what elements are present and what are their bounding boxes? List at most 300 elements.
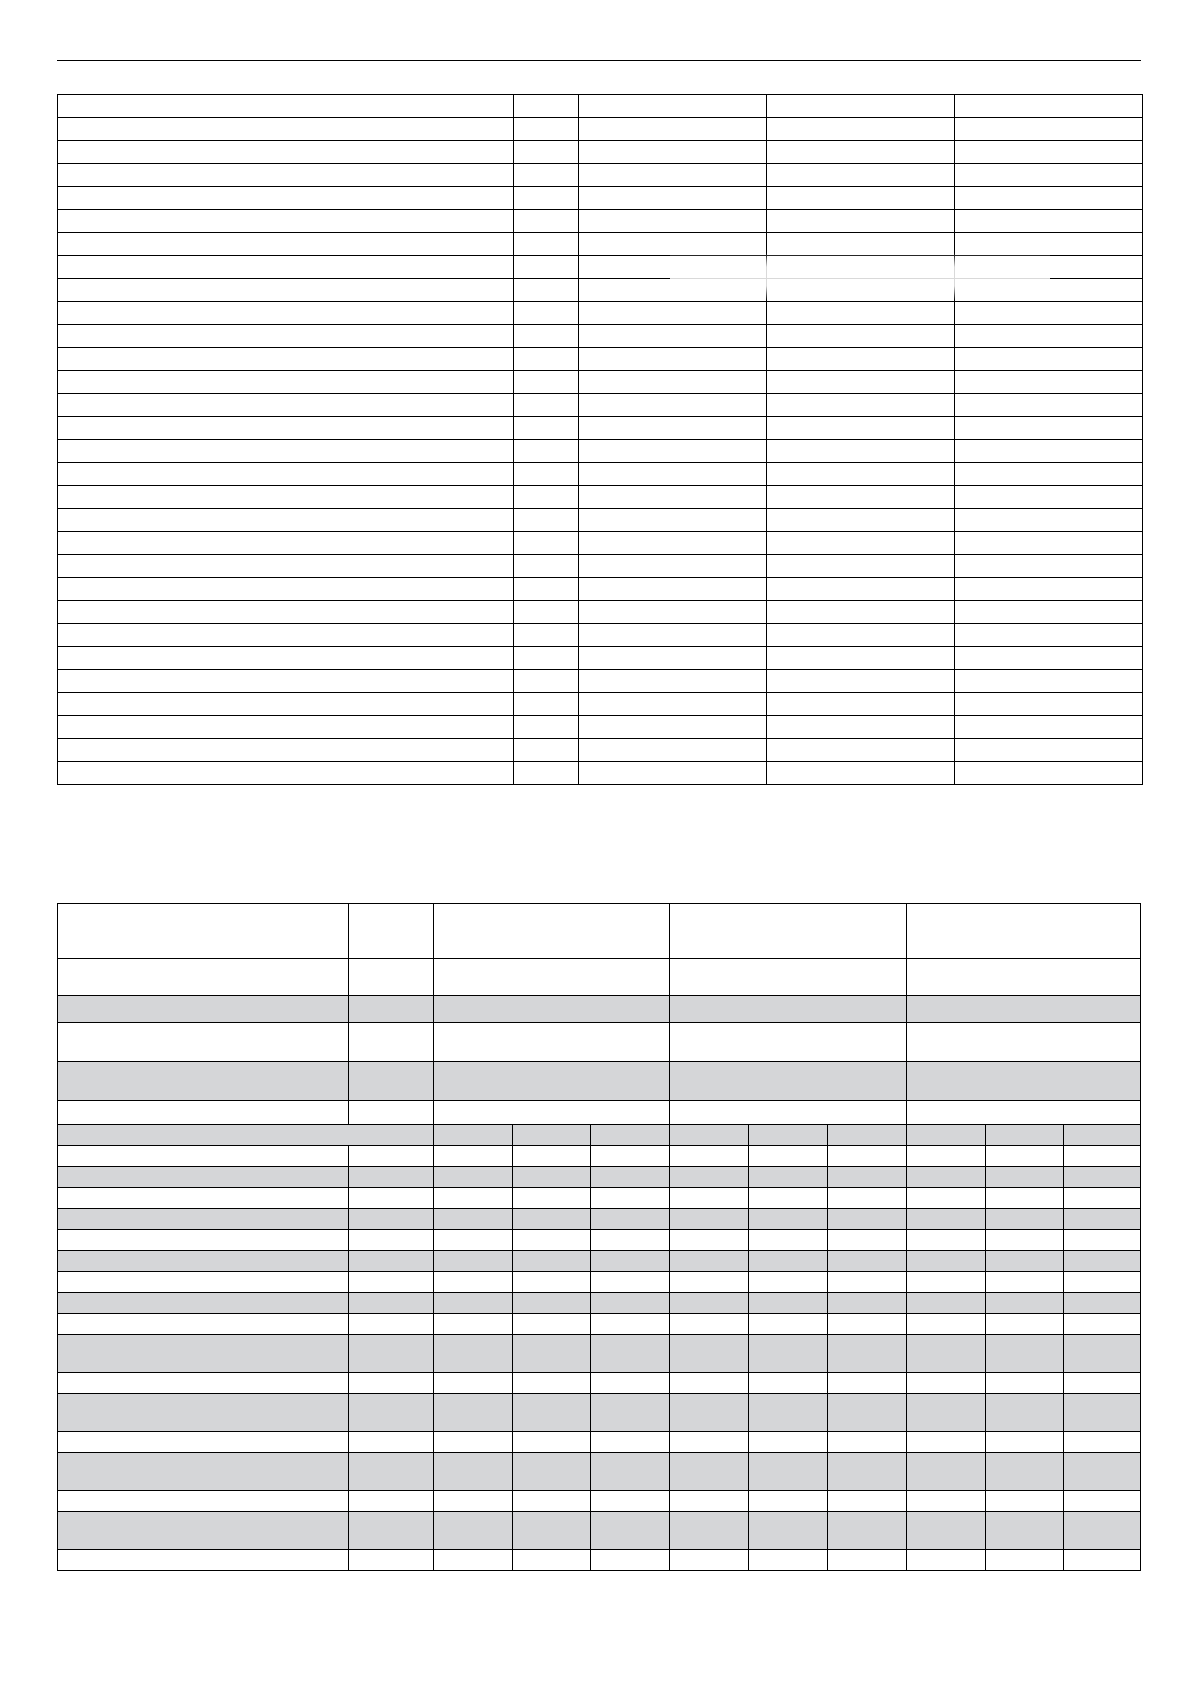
table-cell xyxy=(828,1209,907,1230)
table-cell xyxy=(907,1491,986,1512)
table-cell xyxy=(828,1230,907,1251)
table-cell xyxy=(591,1293,670,1314)
table-cell xyxy=(907,1101,1141,1125)
table-cell xyxy=(907,1272,986,1293)
table-cell xyxy=(955,440,1143,463)
table-cell xyxy=(513,1251,591,1272)
table-cell xyxy=(767,141,955,164)
table-cell xyxy=(955,325,1143,348)
table-cell xyxy=(591,1272,670,1293)
table-cell xyxy=(1064,1373,1141,1394)
table-cell xyxy=(1064,1453,1141,1491)
table-cell xyxy=(58,1101,349,1125)
table-cell xyxy=(955,555,1143,578)
table-cell xyxy=(434,1335,513,1373)
table-cell xyxy=(58,904,349,959)
table-cell xyxy=(670,1491,749,1512)
table-cell xyxy=(986,1230,1064,1251)
table-cell xyxy=(349,1550,434,1571)
table-cell xyxy=(955,164,1143,187)
table-cell xyxy=(1064,1272,1141,1293)
table-cell xyxy=(58,578,514,601)
table-row xyxy=(58,1101,1141,1125)
table-row xyxy=(58,302,1143,325)
table-cell xyxy=(670,1101,907,1125)
table-cell xyxy=(670,1167,749,1188)
table-cell xyxy=(514,670,579,693)
table-cell xyxy=(749,1209,828,1230)
table-cell xyxy=(58,210,514,233)
table-cell xyxy=(749,1251,828,1272)
table-cell xyxy=(955,578,1143,601)
table-cell xyxy=(591,1230,670,1251)
table-cell xyxy=(591,1209,670,1230)
table-cell xyxy=(58,348,514,371)
table-cell xyxy=(579,647,767,670)
table-row xyxy=(58,601,1143,624)
table-cell xyxy=(58,279,514,302)
table-cell xyxy=(579,164,767,187)
table-cell xyxy=(828,1335,907,1373)
table-cell xyxy=(434,1023,670,1062)
table-cell xyxy=(579,578,767,601)
table-cell xyxy=(514,440,579,463)
table-row xyxy=(58,1023,1141,1062)
table-cell xyxy=(767,555,955,578)
table-cell xyxy=(58,1453,349,1491)
table-cell xyxy=(514,647,579,670)
table-cell xyxy=(58,670,514,693)
table-cell xyxy=(749,1491,828,1512)
table-cell xyxy=(670,1293,749,1314)
table-cell xyxy=(579,348,767,371)
table-cell xyxy=(579,371,767,394)
table-cell xyxy=(986,1209,1064,1230)
table-cell xyxy=(1064,1209,1141,1230)
table-cell xyxy=(514,141,579,164)
table-cell xyxy=(1064,1230,1141,1251)
table-cell xyxy=(907,1550,986,1571)
table-cell xyxy=(514,716,579,739)
table-cell xyxy=(514,555,579,578)
table-cell xyxy=(955,233,1143,256)
table-cell xyxy=(1064,1167,1141,1188)
table-row xyxy=(58,1188,1141,1209)
table-cell xyxy=(514,210,579,233)
table-cell xyxy=(513,1293,591,1314)
table-cell xyxy=(955,371,1143,394)
table-cell xyxy=(434,1394,513,1432)
table-cell xyxy=(767,348,955,371)
table-cell xyxy=(1064,1251,1141,1272)
table-cell xyxy=(58,371,514,394)
table-cell xyxy=(58,739,514,762)
table-cell xyxy=(828,1512,907,1550)
table-cell xyxy=(58,1023,349,1062)
table-cell xyxy=(907,1373,986,1394)
table-cell xyxy=(58,1209,349,1230)
table-cell xyxy=(955,256,1143,279)
table-cell xyxy=(513,1394,591,1432)
table-cell xyxy=(591,1125,670,1146)
table-cell xyxy=(349,1167,434,1188)
table-cell xyxy=(513,1491,591,1512)
table-cell xyxy=(1064,1491,1141,1512)
table-cell xyxy=(513,1335,591,1373)
table-cell xyxy=(579,256,767,279)
table-cell xyxy=(907,1230,986,1251)
table-cell xyxy=(579,118,767,141)
table-cell xyxy=(767,95,955,118)
table-cell xyxy=(986,1314,1064,1335)
table-cell xyxy=(434,1230,513,1251)
table-row xyxy=(58,1512,1141,1550)
table-cell xyxy=(1064,1314,1141,1335)
table-cell xyxy=(670,1550,749,1571)
table-cell xyxy=(349,1146,434,1167)
table-cell xyxy=(58,440,514,463)
table-cell xyxy=(767,279,955,302)
table-cell xyxy=(749,1335,828,1373)
table-row xyxy=(58,762,1143,785)
table-cell xyxy=(767,325,955,348)
table-cell xyxy=(513,1512,591,1550)
table-cell xyxy=(749,1394,828,1432)
table-row xyxy=(58,210,1143,233)
table-cell xyxy=(907,1062,1141,1101)
table-cell xyxy=(58,1230,349,1251)
table-cell xyxy=(749,1188,828,1209)
table-cell xyxy=(767,371,955,394)
table-cell xyxy=(349,1314,434,1335)
table-cell xyxy=(986,1125,1064,1146)
table-row xyxy=(58,233,1143,256)
table-cell xyxy=(955,95,1143,118)
table-cell xyxy=(670,1373,749,1394)
table-cell xyxy=(828,1394,907,1432)
table-row xyxy=(58,670,1143,693)
table-cell xyxy=(579,463,767,486)
table-cell xyxy=(58,624,514,647)
table-cell xyxy=(434,1373,513,1394)
table-cell xyxy=(58,1188,349,1209)
table-cell xyxy=(1064,1432,1141,1453)
table-cell xyxy=(767,187,955,210)
table-row xyxy=(58,279,1143,302)
table-cell xyxy=(434,1512,513,1550)
table-row xyxy=(58,1432,1141,1453)
table-cell xyxy=(591,1251,670,1272)
table-cell xyxy=(58,141,514,164)
table-cell xyxy=(579,601,767,624)
table-cell xyxy=(591,1146,670,1167)
table-row xyxy=(58,187,1143,210)
table-cell xyxy=(828,1293,907,1314)
table-cell xyxy=(670,1453,749,1491)
table-row xyxy=(58,1335,1141,1373)
table-cell xyxy=(955,463,1143,486)
table-cell xyxy=(434,1293,513,1314)
table-cell xyxy=(749,1314,828,1335)
table-cell xyxy=(434,904,670,959)
table-cell xyxy=(907,1394,986,1432)
table-cell xyxy=(434,1550,513,1571)
table-cell xyxy=(749,1453,828,1491)
table-cell xyxy=(1064,1394,1141,1432)
table-cell xyxy=(434,959,670,996)
table-cell xyxy=(579,739,767,762)
table-cell xyxy=(670,1251,749,1272)
table-cell xyxy=(907,959,1141,996)
table-cell xyxy=(767,509,955,532)
table-cell xyxy=(579,624,767,647)
table-row xyxy=(58,647,1143,670)
table-cell xyxy=(907,1167,986,1188)
table-cell xyxy=(907,1188,986,1209)
table-cell xyxy=(349,1230,434,1251)
table-cell xyxy=(579,187,767,210)
table-cell xyxy=(579,716,767,739)
table-cell xyxy=(514,95,579,118)
table-cell xyxy=(514,486,579,509)
table-cell xyxy=(514,302,579,325)
table-row xyxy=(58,118,1143,141)
table-cell xyxy=(514,578,579,601)
table-cell xyxy=(434,1453,513,1491)
table-cell xyxy=(986,1146,1064,1167)
table-cell xyxy=(591,1373,670,1394)
table-row xyxy=(58,1272,1141,1293)
table-cell xyxy=(591,1335,670,1373)
table-cell xyxy=(749,1125,828,1146)
table-cell xyxy=(670,1023,907,1062)
table-cell xyxy=(670,904,907,959)
table-cell xyxy=(58,164,514,187)
table-cell xyxy=(579,486,767,509)
table-cell xyxy=(749,1512,828,1550)
table-cell xyxy=(434,1251,513,1272)
table-cell xyxy=(434,1432,513,1453)
table-row xyxy=(58,325,1143,348)
table-cell xyxy=(955,302,1143,325)
table-cell xyxy=(907,1023,1141,1062)
table-cell xyxy=(579,440,767,463)
table-cell xyxy=(579,279,767,302)
table-cell xyxy=(767,210,955,233)
table-cell xyxy=(434,1272,513,1293)
table-cell xyxy=(955,532,1143,555)
table-cell xyxy=(767,647,955,670)
table-row xyxy=(58,417,1143,440)
table-cell xyxy=(670,1335,749,1373)
table-cell xyxy=(670,1209,749,1230)
table-cell xyxy=(907,1453,986,1491)
table-cell xyxy=(767,118,955,141)
table-cell xyxy=(670,1394,749,1432)
table-cell xyxy=(58,693,514,716)
table-cell xyxy=(955,693,1143,716)
table-cell xyxy=(58,716,514,739)
table-cell xyxy=(349,1394,434,1432)
table-row xyxy=(58,1062,1141,1101)
table-cell xyxy=(58,1335,349,1373)
table-cell xyxy=(514,394,579,417)
table-cell xyxy=(58,1272,349,1293)
table-cell xyxy=(513,1209,591,1230)
table-cell xyxy=(58,187,514,210)
table-cell xyxy=(907,1314,986,1335)
table-cell xyxy=(349,1512,434,1550)
table-cell xyxy=(434,1491,513,1512)
table-cell xyxy=(349,1062,434,1101)
table-cell xyxy=(349,996,434,1023)
table-cell xyxy=(513,1453,591,1491)
table-cell xyxy=(767,578,955,601)
table-cell xyxy=(349,1251,434,1272)
table-row xyxy=(58,1230,1141,1251)
table-cell xyxy=(514,256,579,279)
table-cell xyxy=(514,693,579,716)
table-cell xyxy=(58,95,514,118)
table-cell xyxy=(513,1373,591,1394)
table-cell xyxy=(767,532,955,555)
table-cell xyxy=(58,118,514,141)
table-cell xyxy=(955,187,1143,210)
table-cell xyxy=(907,1125,986,1146)
table-cell xyxy=(767,417,955,440)
table-cell xyxy=(907,996,1141,1023)
table-cell xyxy=(670,1272,749,1293)
table-cell xyxy=(513,1146,591,1167)
table-cell xyxy=(955,417,1143,440)
table-cell xyxy=(670,1230,749,1251)
table-cell xyxy=(434,1125,513,1146)
table-cell xyxy=(591,1188,670,1209)
table-row xyxy=(58,1209,1141,1230)
table-cell xyxy=(514,739,579,762)
table-cell xyxy=(579,762,767,785)
table-row xyxy=(58,555,1143,578)
table-cell xyxy=(955,739,1143,762)
table-row xyxy=(58,486,1143,509)
table-cell xyxy=(955,670,1143,693)
table-cell xyxy=(58,256,514,279)
table-cell xyxy=(434,1062,670,1101)
table-cell xyxy=(1064,1188,1141,1209)
table-cell xyxy=(349,1023,434,1062)
table-cell xyxy=(767,601,955,624)
table-cell xyxy=(828,1146,907,1167)
table-cell xyxy=(955,762,1143,785)
table-cell xyxy=(58,1062,349,1101)
table-row xyxy=(58,1394,1141,1432)
table-cell xyxy=(349,1373,434,1394)
table-cell xyxy=(579,210,767,233)
table-cell xyxy=(907,1512,986,1550)
table-cell xyxy=(514,601,579,624)
table-cell xyxy=(955,647,1143,670)
table-cell xyxy=(514,348,579,371)
table-cell xyxy=(58,1146,349,1167)
table-cell xyxy=(579,555,767,578)
table-cell xyxy=(955,141,1143,164)
table-cell xyxy=(907,1251,986,1272)
table-cell xyxy=(579,394,767,417)
table-cell xyxy=(579,325,767,348)
table-cell xyxy=(434,1167,513,1188)
table-row xyxy=(58,95,1143,118)
table-cell xyxy=(349,1209,434,1230)
table-row xyxy=(58,716,1143,739)
table-cell xyxy=(767,624,955,647)
table-cell xyxy=(349,1101,434,1125)
table-cell xyxy=(828,1491,907,1512)
table-cell xyxy=(986,1453,1064,1491)
table-cell xyxy=(907,1293,986,1314)
table-cell xyxy=(955,486,1143,509)
table-cell xyxy=(907,1335,986,1373)
table-row xyxy=(58,1373,1141,1394)
table-cell xyxy=(434,996,670,1023)
table-row xyxy=(58,1550,1141,1571)
table-cell xyxy=(349,1491,434,1512)
table-row xyxy=(58,1491,1141,1512)
table-cell xyxy=(58,509,514,532)
table-cell xyxy=(591,1432,670,1453)
table-row xyxy=(58,739,1143,762)
table-cell xyxy=(767,762,955,785)
table-cell xyxy=(579,693,767,716)
table-cell xyxy=(955,279,1143,302)
table-cell xyxy=(670,1125,749,1146)
table-cell xyxy=(58,1432,349,1453)
table-cell xyxy=(58,1167,349,1188)
table-row xyxy=(58,394,1143,417)
table-cell xyxy=(58,417,514,440)
table-cell xyxy=(749,1230,828,1251)
table-cell xyxy=(986,1272,1064,1293)
table-cell xyxy=(767,693,955,716)
table-cell xyxy=(828,1125,907,1146)
table-cell xyxy=(58,1373,349,1394)
table-cell xyxy=(986,1432,1064,1453)
table-row xyxy=(58,1167,1141,1188)
table-row xyxy=(58,164,1143,187)
table-cell xyxy=(907,1146,986,1167)
table-row xyxy=(58,141,1143,164)
table-cell xyxy=(58,532,514,555)
table-cell xyxy=(58,1125,434,1146)
table-cell xyxy=(58,996,349,1023)
table-cell xyxy=(986,1550,1064,1571)
table-cell xyxy=(828,1373,907,1394)
table-row xyxy=(58,904,1141,959)
table-cell xyxy=(955,118,1143,141)
table-cell xyxy=(767,164,955,187)
table-cell xyxy=(58,1314,349,1335)
table-cell xyxy=(670,1062,907,1101)
table-cell xyxy=(828,1550,907,1571)
table-cell xyxy=(513,1167,591,1188)
table-cell xyxy=(434,1188,513,1209)
table-cell xyxy=(434,1314,513,1335)
table-cell xyxy=(579,95,767,118)
table-cell xyxy=(513,1125,591,1146)
table-cell xyxy=(1064,1335,1141,1373)
table-cell xyxy=(1064,1550,1141,1571)
table-cell xyxy=(986,1491,1064,1512)
table-cell xyxy=(514,233,579,256)
